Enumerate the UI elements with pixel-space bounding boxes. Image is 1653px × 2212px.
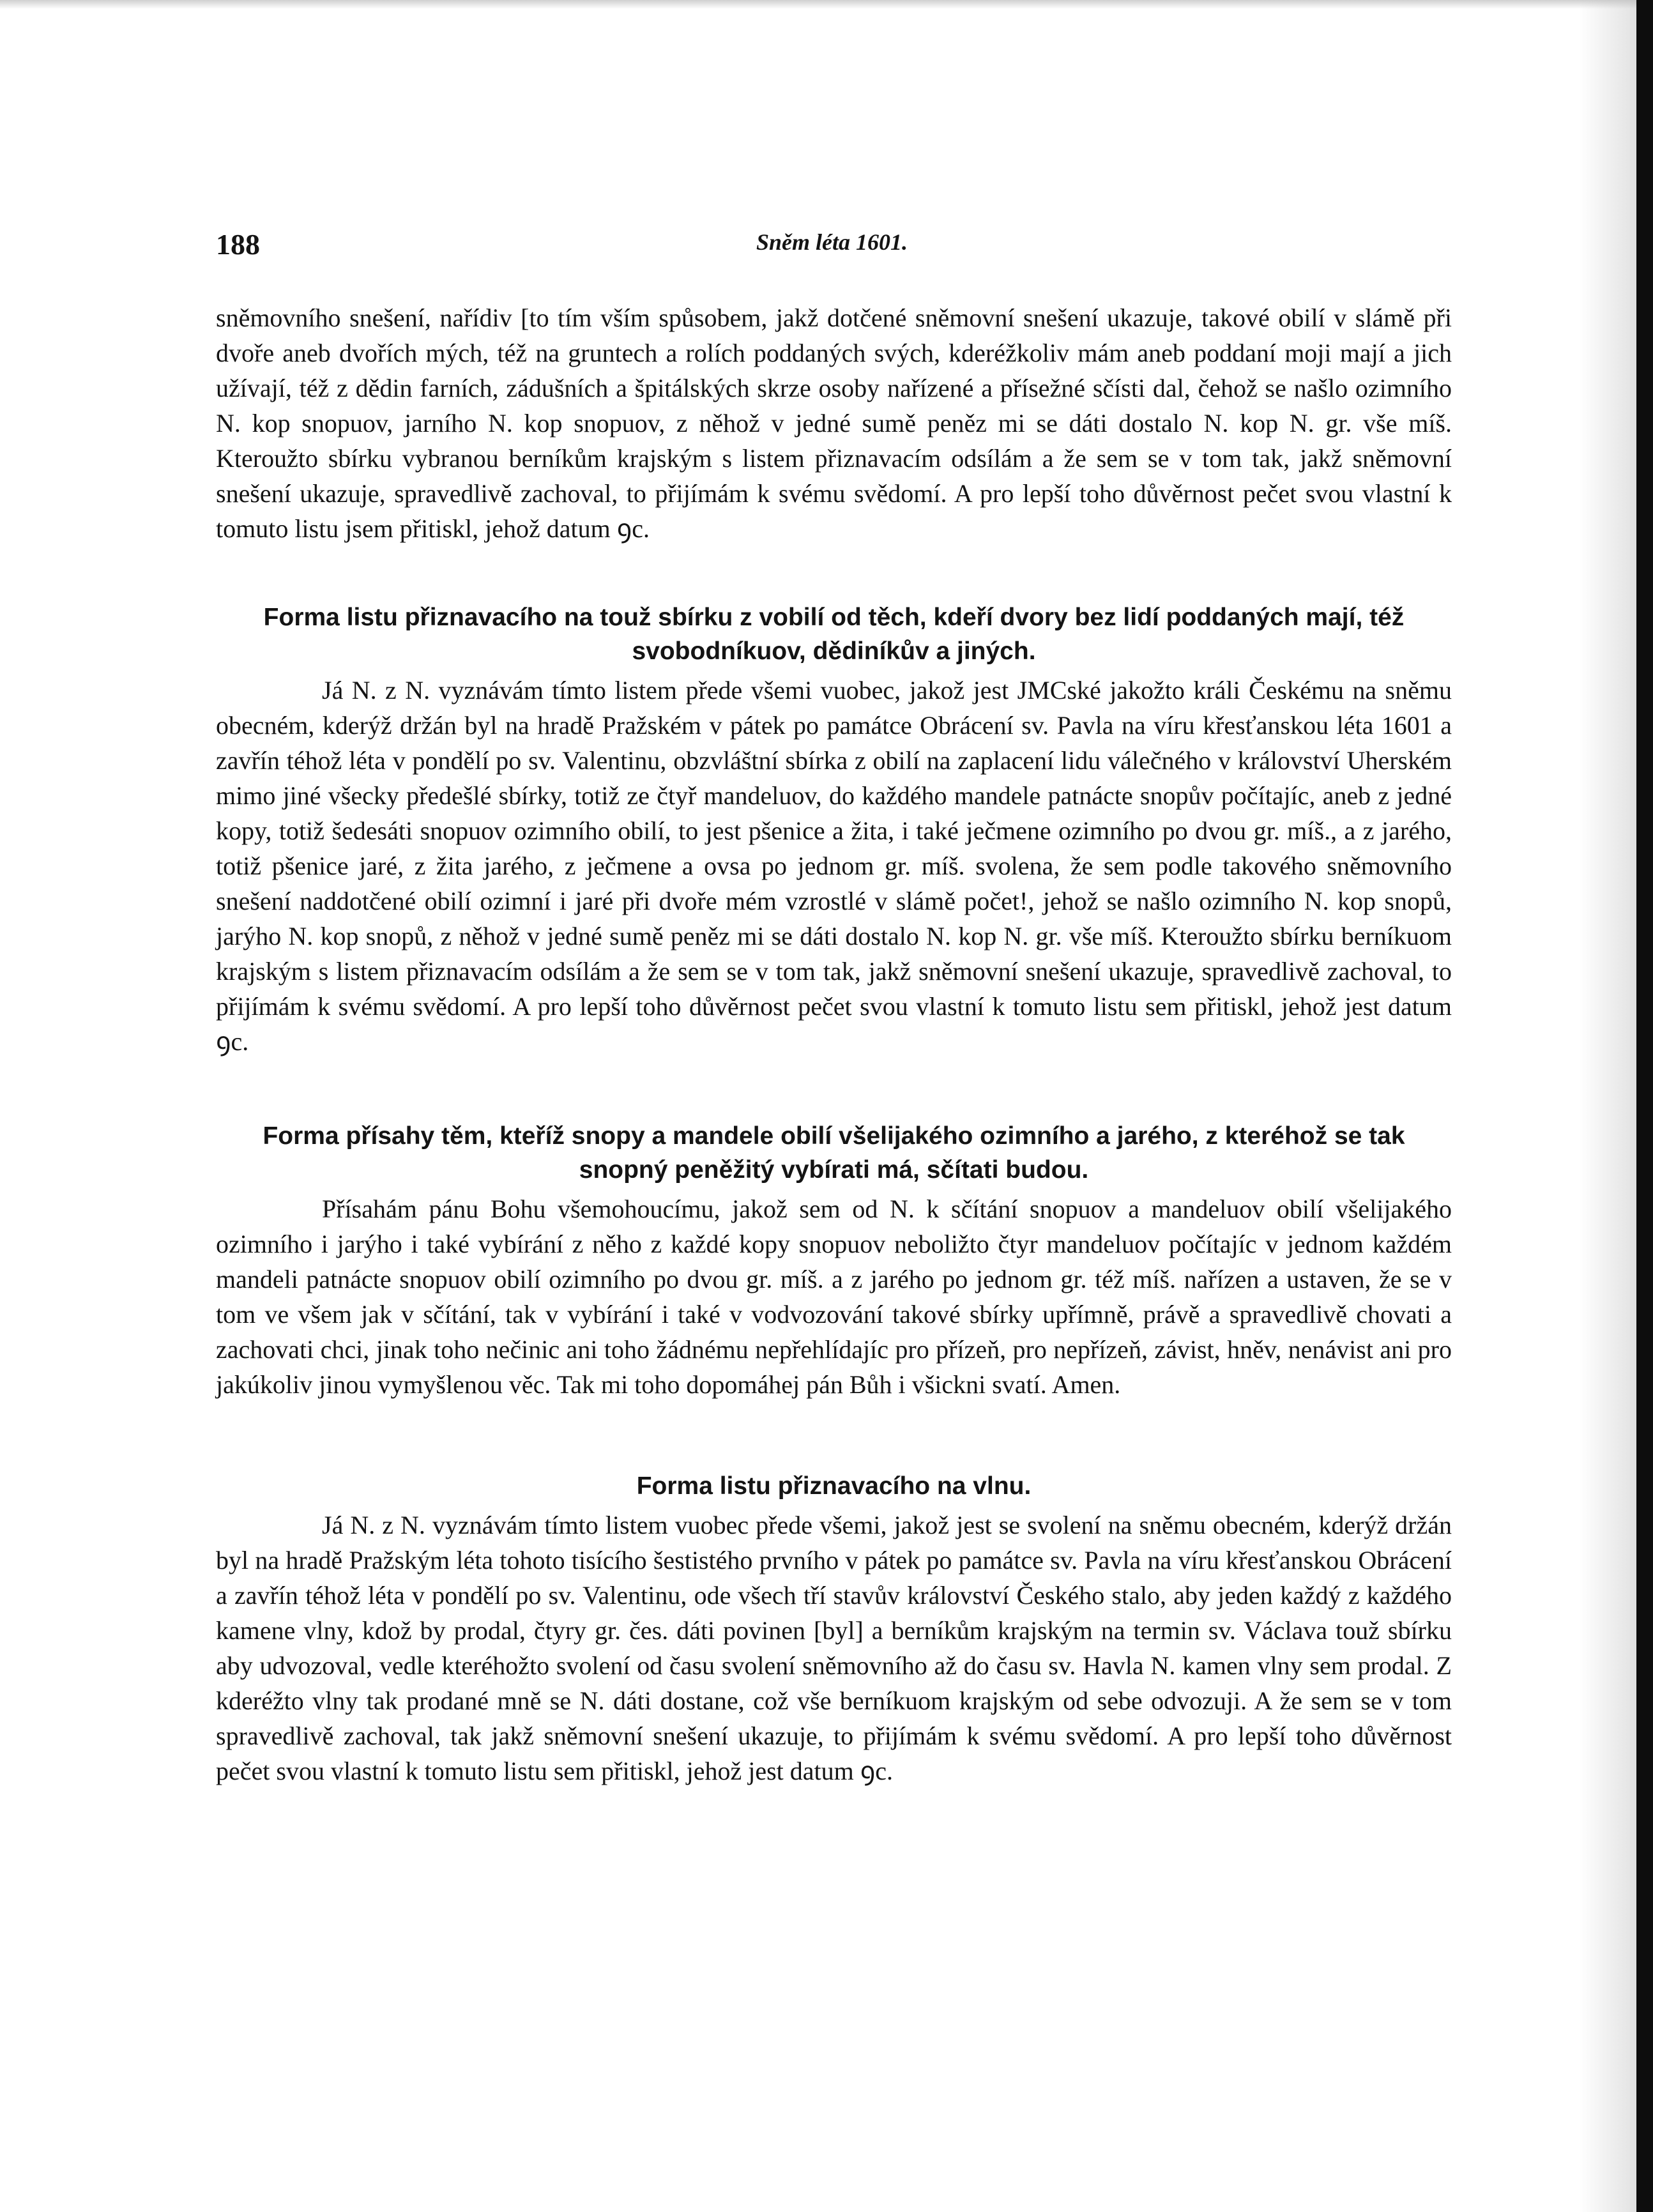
scan-right-border [1636, 0, 1653, 2212]
paragraph-forma-prisahy: Přísahám pánu Bohu všemohoucímu, jakož sem od N. k sčítání snopuov a mandeluov obilí všelijakého ozimního i jarýho i také vybírání z něho z každé kopy snopuov neboližto čtyr mandeluov počítajíc v jednom každém mandeli patnácte snopuov obilí ozimního po dvou gr. míš. a z jarého po jednom gr. též míš. nařízen a ustaven, že se v tom ve všem jak v sčítání, tak v vybírání i také v vodvozování takové sbírky upřímně, právě a spravedlivě chovati a zachovati chci, jinak toho nečinic ani toho žádnému nepřehlídajíc pro přízeň, pro nepřízeň, závist, hněv, nenávist ani pro jakúkoliv jinou vymyšlenou věc. Tak mi toho dopomáhej pán Bůh i všickni svatí. Amen. [216, 1194, 1452, 1399]
running-title: Sněm léta 1601. [756, 229, 908, 255]
scan-top-shadow [0, 0, 1653, 9]
heading-forma-prisahy: Forma přísahy těm, kteříž snopy a mandele obilí všelijakého ozimního a jarého, z kteréhož se tak snopný peněžitý vybírati má, sčítati budou. [263, 1122, 1405, 1184]
paragraph-forma-listu-obili: Já N. z N. vyznávám tímto listem přede všemi vuobec, jakož jest JMCské jakožto králi Českému na sněmu obecném, kderýž držán byl na hradě Pražském v pátek po památce Obrácení sv. Pavla na víru křesťanskou léta 1601 a zavřín téhož léta v pondělí po sv. Valentinu, obzvláštní sbírka z obilí na zaplacení lidu válečného v království Uherském mimo jiné všecky předešlé sbírky, totiž ze čtyř mandeluov, do každého mandele patnácte snopův počítajíc, aneb z jedné kopy, totiž šedesáti snopuov ozimního obilí, to jest pšenice a žita, i také ječmene ozimního po dvou gr. míš., a z jarého, totiž pšenice jaré, z žita jarého, z ječmene a ovsa po jednom gr. míš. svolena, že sem podle takového sněmovního snešení naddotčené obilí ozimní i jaré při dvoře mém vzrostlé v slámě počet!, jehož se našlo ozimního N. kop snopů, jarýho N. kop snopů, z něhož v jedné sumě peněz mi se dáti dostalo N. kop N. gr. vše míš. Kteroužto sbírku berníkuom krajským s listem přiznavacím odsílám a že sem se v tom tak, jakž sněmovní snešení ukazuje, spravedlivě zachoval, to přijímám k svému svědomí. A pro lepší toho důvěrnost pečet svou vlastní k tomuto listu sem přitiskl, jehož jest datum ꝯc. [216, 676, 1452, 1056]
paragraph-continuation: sněmovního snešení, nařídiv [to tím vším spůsobem, jakž dotčené sněmovní snešení ukazuje, takové obilí v slámě při dvoře aneb dvořích mých, též na gruntech a rolích poddaných svých, kderéžkoliv mám aneb poddaní moji mají a jich užívají, též z dědin farních, zádušních a špitálských skrze osoby nařízené a přísežné sčísti dal, čehož se našlo ozimního N. kop snopuov, jarního N. kop snopuov, z něhož v jedné sumě peněz mi se dáti dostalo N. kop N. gr. vše míš. Kteroužto sbírku vybranou berníkům krajským s listem přiznavacím odsílám a že sem se v tom tak, jakž sněmovní snešení ukazuje, spravedlivě zachoval, to přijímám k svému svědomí. A pro lepší toho důvěrnost pečet svou vlastní k tomuto listu jsem přitiskl, jehož datum ꝯc. [216, 303, 1452, 543]
scan-gutter-shadow [1579, 0, 1636, 2212]
paragraph-forma-listu-vlna: Já N. z N. vyznávám tímto listem vuobec přede všemi, jakož jest se svolení na sněmu obecném, kderýž držán byl na hradě Pražským léta tohoto tisícího šestistého prvního v pátek po památce sv. Pavla na víru křesťanskou Obrácení a zavřín téhož léta v pondělí po sv. Valentinu, ode všech tří stavův království Českého stalo, aby jeden každý z každého kamene vlny, kdož by prodal, čtyry gr. čes. dáti povinen [byl] a berníkům krajským na termin sv. Václava touž sbírku aby udvozoval, vedle kteréhožto svolení od času svolení sněmovního až do času sv. Havla N. kamen vlny sem prodal. Z kderéžto vlny tak prodané mně se N. dáti dostane, což vše berníkuom krajským od sebe odvozuji. A že sem se v tom spravedlivě zachoval, tak jakž sněmovní snešení ukazuje, to přijímám k svému svědomí. A pro lepší toho důvěrnost pečet svou vlastní k tomuto listu sem přitiskl, jehož jest datum ꝯc. [216, 1511, 1452, 1785]
page-number: 188 [216, 228, 260, 261]
heading-forma-listu-vlna: Forma listu přiznavacího na vlnu. [636, 1472, 1032, 1500]
heading-forma-listu-obili: Forma listu přiznavacího na touž sbírku z vobilí od těch, kdeří dvory bez lidí poddaných mají, též svobodníkuov, dědiníkův a jiných. [263, 604, 1405, 665]
